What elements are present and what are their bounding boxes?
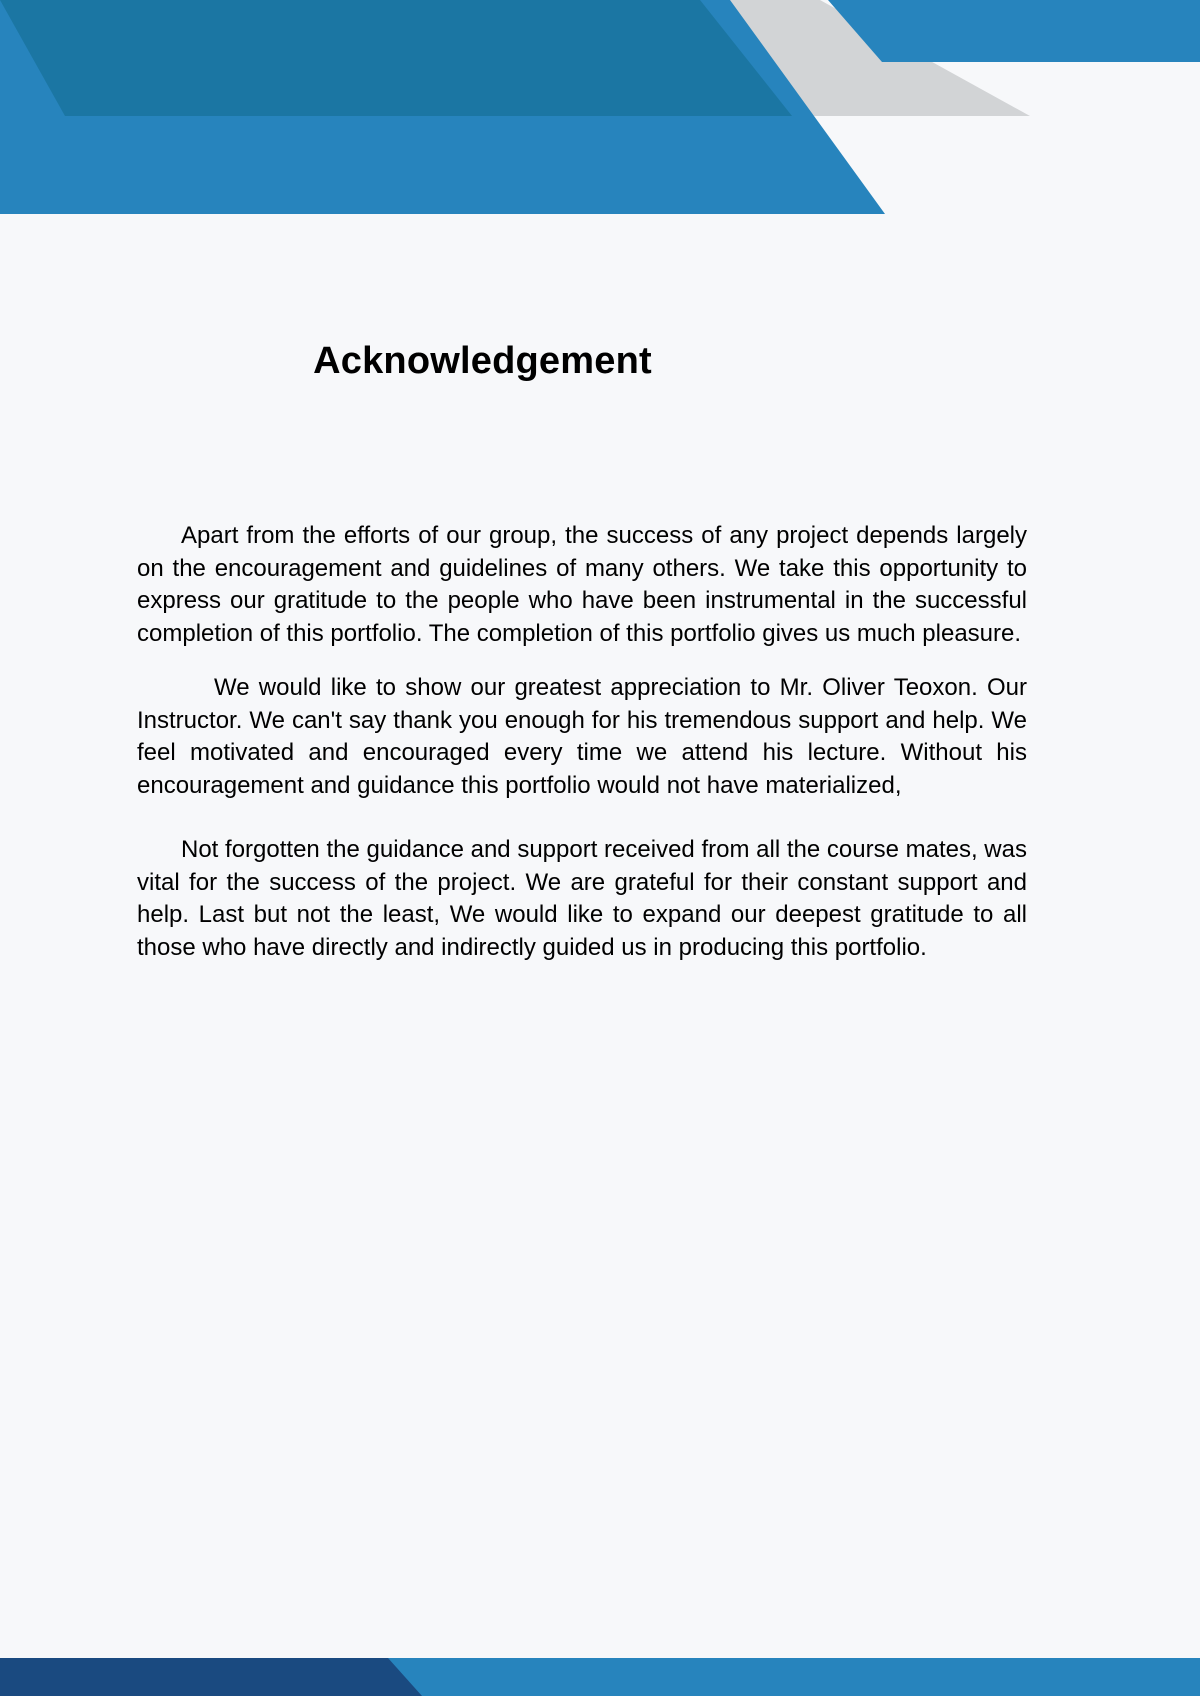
footer-decorative-band [0,1656,1200,1696]
paragraph-1: Apart from the efforts of our group, the success of any project depends largely on the encouragement and guidelines of many others. We take this opportunity to express our gratitude to the people who have been instrumental in the successful completion of this portfolio. The completion of this portfolio gives us much pleasure. [137,522,1027,647]
page-title: Acknowledgement [313,340,652,382]
footer-navy-shape [0,1658,422,1696]
paragraph-2: We would like to show our greatest appreciation to Mr. Oliver Teoxon. Our Instructor. We can't say thank you enough for his tremendous support and help. We feel motivated and encouraged every time we attend his lecture. Without his encouragement and guidance this portfolio would not have materialized, [137,674,1027,799]
paragraph-3: Not forgotten the guidance and support received from all the course mates, was vital for the success of the project. We are grateful for their constant support and help. Last but not the least, We would like to expand our deepest gratitude to all those who have directly and indirectly guided us in producing this portfolio. [137,836,1027,961]
acknowledgement-body [137,520,1027,964]
banner-right-shape [828,0,1200,62]
header-decorative-banner [0,0,1200,220]
banner-dark-overlay [0,0,792,116]
